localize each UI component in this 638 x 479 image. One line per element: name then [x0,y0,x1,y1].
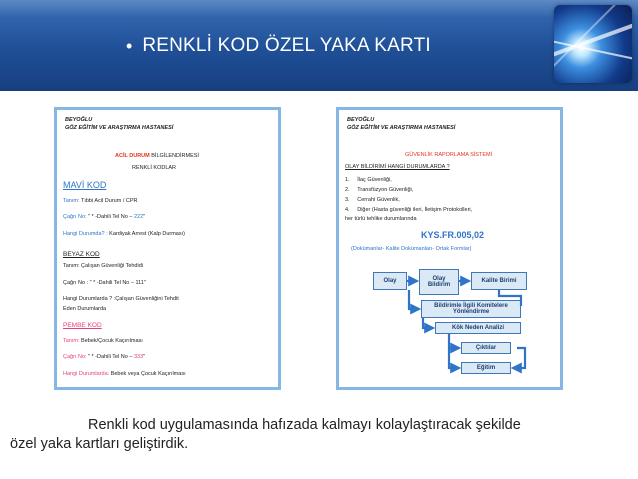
guvenlik-raporlama-kart [336,107,563,390]
flow-ciktilar: Çıktılar [461,342,511,354]
flow-arrows [339,110,560,387]
list-item: 4. Diğer (Hasta güvenliği ileri, İletişim Protokolleri, [345,207,473,213]
card-subheader: RENKLİ KODLAR [132,165,177,171]
slide-header [0,0,638,91]
mavi-cagri: Çağrı No: " * -Dahili Tel No – 222" [63,214,146,220]
org-name: BEYOĞLU [65,117,93,123]
mavi-hangi: Hangi Durumda? : Kardiyak Arrest (Kalp Durması) [63,231,185,237]
bullet-icon: • [126,35,133,56]
beyaz-tanim: Tanım: Çalışan Güvenliği Tehdidi [63,263,143,269]
flow-kok-neden: Kök Neden Analizi [435,322,521,334]
mavi-tanim: Tanım: Tıbbi Acil Durum / CPR [63,198,138,204]
mavi-kod-title: MAVİ KOD [63,180,107,190]
system-title: GÜVENLİK RAPORLAMA SİSTEMİ [405,152,493,158]
list-item: 2. Transfüzyon Güvenliği, [345,187,414,193]
card-header [115,153,199,159]
pembe-hangi: Hangi Durumlarda: Bebek veya Çocuk Kaçırılması [63,371,186,377]
form-code: KYS.FR.005,02 [421,230,485,240]
caption-line-2: özel yaka kartları geliştirdik. [10,436,189,452]
flow-kalite-birimi: Kalite Birimi [471,272,527,290]
pembe-tanim: Tanım: Bebek/Çocuk Kaçırılması [63,338,143,344]
caption-line-1: Renkli kod uygulamasında hafızada kalmayı kolaylaştıracak şekilde [88,417,521,433]
list-item: 1. İlaç Güvenliği, [345,177,392,183]
pembe-cagri: Çağrı No: " * -Dahili Tel No – 333" [63,354,146,360]
flow-olay: Olay [373,272,407,290]
beyaz-hangi-1: Hangi Durumlarda ? :Çalışan Güvenliğini Tehdit [63,296,179,302]
pembe-kod-title: PEMBE KOD [63,322,102,329]
org-hospital: GÖZ EĞİTİM VE ARAŞTIRMA HASTANESİ [347,125,456,131]
flow-egitim: Eğitim [461,362,511,374]
light-burst-logo-icon [554,5,632,83]
header-rest: BİLGİLENDİRMESİ [151,153,199,159]
list-item-continuation: her türlü tehlike durumlarında [345,216,417,222]
header-red: ACİL DURUM [115,153,150,159]
org-hospital: GÖZ EĞİTİM VE ARAŞTIRMA HASTANESİ [65,125,174,131]
beyaz-cagri: Çağrı No : " * -Dahili Tel No – 111" [63,280,146,286]
slide-title-row [126,34,431,58]
flow-olay-bildirim: Olay Bildirim [419,269,459,295]
form-path: (Dokümanlar- Kalite Dokümanları- Ortak Formlar) [351,246,472,252]
org-name: BEYOĞLU [347,117,375,123]
acil-durum-kart [54,107,281,390]
flow-komite: Bildirimle İlgili Komitelere Yönlendirme [421,300,521,318]
beyaz-kod-title: BEYAZ KOD [63,251,100,258]
slide-title: RENKLİ KOD ÖZEL YAKA KARTI [142,35,431,56]
beyaz-hangi-2: Eden Durumlarda [63,306,107,312]
olay-bildirimi-subtitle: OLAY BİLDİRİMİ HANGİ DURUMLARDA ? [345,164,450,170]
list-item: 3. Cerrahi Güvenlik, [345,197,400,203]
header-shine [0,0,638,18]
